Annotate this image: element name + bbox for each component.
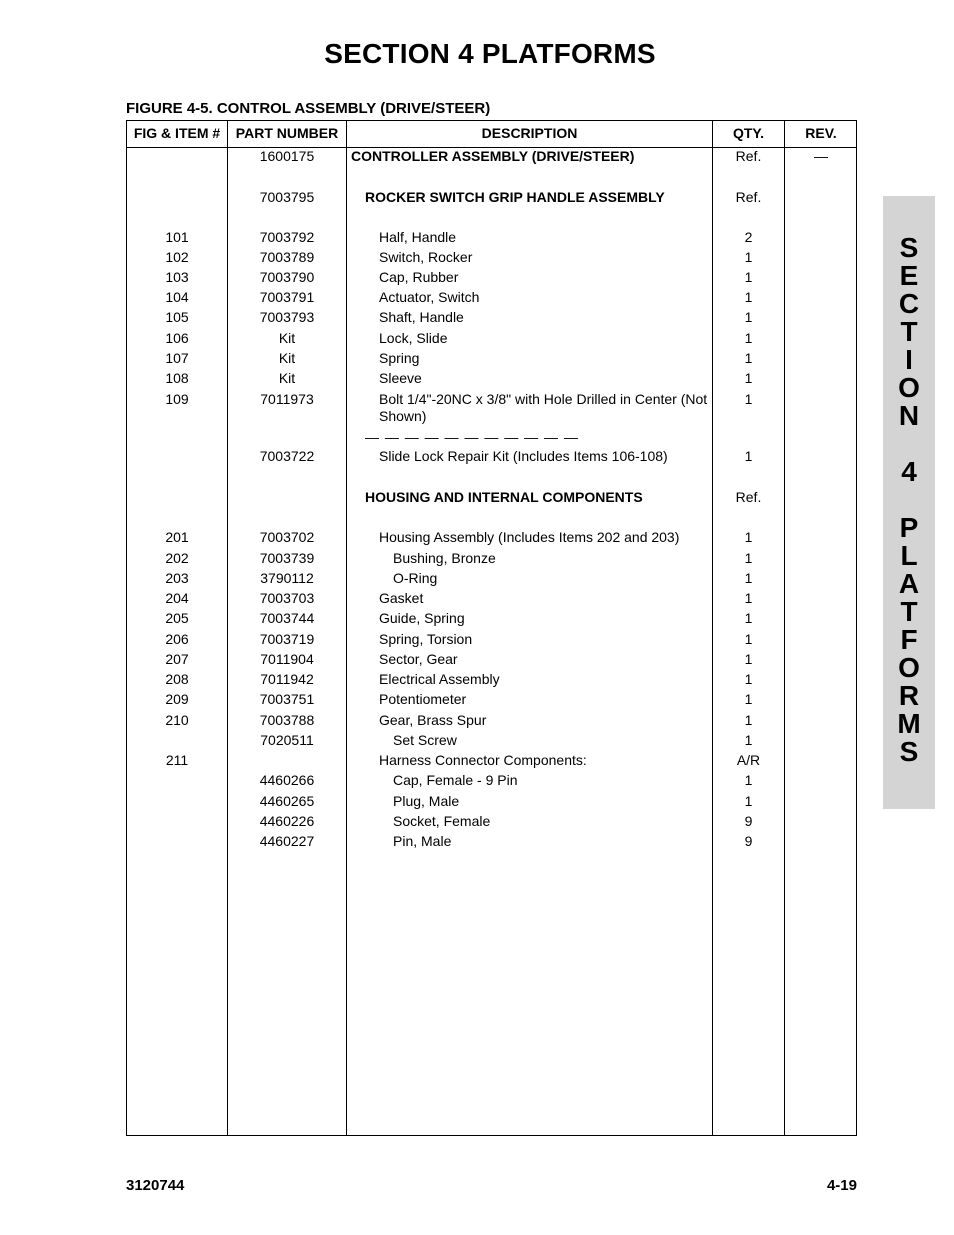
cell-qty: 1 [744,350,753,366]
table-row [127,671,856,691]
cell-description: Gasket [379,590,424,606]
cell-description: Harness Connector Components: [379,752,587,768]
cell-description: Half, Handle [379,229,457,245]
cell-description: Actuator, Switch [379,289,480,305]
header-description: DESCRIPTION [481,125,578,141]
cell-fig-item: 105 [165,309,189,325]
cell-fig-item: 206 [165,631,189,647]
cell-part-number: 7003789 [259,249,315,265]
table-row [127,651,856,671]
cell-rev: — [814,148,828,164]
cell-qty: 1 [744,370,753,386]
cell-part-number: 4460226 [259,813,315,829]
cell-fig-item: 202 [165,550,189,566]
cell-part-number: 7003788 [259,712,315,728]
cell-qty: 1 [744,289,753,305]
side-tab-letter: A [898,568,920,599]
side-tab-letter: R [898,680,920,711]
cell-qty: 1 [744,691,753,707]
cell-qty: 1 [744,550,753,566]
cell-fig-item: 107 [165,350,189,366]
table-row [127,833,856,853]
cell-part-number: 7003790 [259,269,315,285]
cell-fig-item: 203 [165,570,189,586]
table-row [127,752,856,772]
cell-qty: 9 [744,813,753,829]
cell-qty: 1 [744,610,753,626]
parts-table [126,120,857,1136]
table-row [127,229,856,249]
table-row [127,712,856,732]
cell-part-number: 7011973 [260,391,314,407]
cell-description: Switch, Rocker [379,249,473,265]
cell-part-number: Kit [278,350,296,366]
table-row [127,550,856,570]
table-row [127,249,856,269]
document-number: 3120744 [126,1177,185,1194]
cell-part-number: Kit [278,330,296,346]
cell-part-number: 7003744 [259,610,315,626]
cell-description: Housing Assembly (Includes Items 202 and 203) [379,529,680,545]
side-tab-letter: 4 [901,456,917,487]
cell-fig-item: 211 [165,752,189,768]
cell-description: Shaft, Handle [379,309,464,325]
table-row [127,350,856,370]
cell-fig-item: 108 [165,370,189,386]
table-row [127,631,856,651]
cell-part-number: Kit [278,370,296,386]
cell-fig-item: 104 [165,289,189,305]
cell-description: Electrical Assembly [379,671,500,687]
cell-part-number: 1600175 [259,148,315,164]
cell-description: Bushing, Bronze [393,550,496,566]
header-fig-item: FIG & ITEM # [133,125,221,141]
cell-part-number: 4460266 [259,772,315,788]
cell-part-number: 4460265 [259,793,315,809]
table-row [127,813,856,833]
cell-description: CONTROLLER ASSEMBLY (DRIVE/STEER) [351,148,635,164]
side-tab-letter: C [898,288,920,319]
table-row [127,772,856,792]
figure-title: FIGURE 4-5. CONTROL ASSEMBLY (DRIVE/STEER) [126,100,491,117]
cell-part-number: 7003793 [259,309,315,325]
cell-fig-item: 102 [165,249,189,265]
cell-qty: Ref. [735,148,762,164]
cell-description: Bolt 1/4"-20NC x 3/8" with Hole Drilled in Center (Not Shown) [379,391,708,424]
cell-qty: 9 [744,833,753,849]
side-tab-letter: O [898,372,920,403]
side-tab-letter: I [905,344,913,375]
table-row [127,610,856,630]
cell-part-number: 7003722 [259,448,315,464]
cell-qty: Ref. [735,489,762,505]
cell-qty: 1 [744,631,753,647]
cell-description: Gear, Brass Spur [379,712,487,728]
side-tab-letter: M [897,708,921,739]
cell-fig-item: 205 [165,610,189,626]
page-number: 4-19 [826,1177,857,1194]
table-row [127,189,856,209]
cell-fig-item: 106 [165,330,189,346]
table-row [127,289,856,309]
cell-fig-item: 101 [165,229,189,245]
cell-part-number: 7011942 [260,671,314,687]
cell-part-number: 7003702 [259,529,315,545]
cell-part-number: 7020511 [260,732,314,748]
cell-part-number: 7003792 [259,229,315,245]
cell-description: O-Ring [393,570,438,586]
cell-qty: 2 [744,229,753,245]
table-row [127,691,856,711]
cell-description: ROCKER SWITCH GRIP HANDLE ASSEMBLY [365,189,665,205]
table-row [127,793,856,813]
side-tab-letter: F [900,624,918,655]
cell-qty: 1 [744,772,753,788]
cell-qty: 1 [744,732,753,748]
side-tab-letter: S [899,232,919,263]
cell-fig-item: 109 [165,391,189,407]
side-tab-letter: S [899,736,919,767]
cell-part-number: 7003751 [259,691,315,707]
side-tab-letter: E [899,260,919,291]
table-row [127,309,856,329]
cell-qty: 1 [744,330,753,346]
cell-fig-item: 209 [165,691,189,707]
table-row [127,590,856,610]
side-tab-letter: T [900,596,918,627]
section-title: SECTION 4 PLATFORMS [324,38,656,69]
cell-fig-item: 208 [165,671,189,687]
cell-part-number: 7003795 [259,189,315,205]
cell-description: Guide, Spring [379,610,465,626]
cell-part-number: 4460227 [259,833,315,849]
header-qty: QTY. [732,125,765,141]
cell-description: Spring [379,350,420,366]
cell-description: Socket, Female [393,813,491,829]
side-tab-letter: L [900,540,918,571]
table-row [127,370,856,390]
cell-qty: 1 [744,651,753,667]
cell-description: HOUSING AND INTERNAL COMPONENTS [365,489,643,505]
cell-description: Pin, Male [393,833,452,849]
table-row [127,269,856,289]
cell-qty: 1 [744,590,753,606]
cell-fig-item: 103 [165,269,189,285]
cell-description: Sector, Gear [379,651,458,667]
cell-fig-item: 207 [165,651,189,667]
cell-part-number: 7003703 [259,590,315,606]
cell-description: Lock, Slide [379,330,448,346]
cell-description: Slide Lock Repair Kit (Includes Items 106-108) [379,448,668,464]
table-row [127,570,856,590]
cell-description: Set Screw [393,732,457,748]
side-tab-letter: T [900,316,918,347]
cell-qty: Ref. [735,189,762,205]
table-row [127,529,856,549]
cell-description: Cap, Female - 9 Pin [393,772,518,788]
cell-description: Sleeve [379,370,422,386]
cell-fig-item: 210 [165,712,189,728]
cell-qty: 1 [744,269,753,285]
header-rev: REV. [805,125,837,141]
cell-part-number: 7011904 [260,651,314,667]
table-row [127,448,856,468]
cell-part-number: 7003791 [259,289,315,305]
cell-qty: 1 [744,249,753,265]
cell-qty: 1 [744,529,753,545]
side-tab-letter: O [898,652,920,683]
table-row [127,391,856,424]
side-tab-letter: P [899,512,919,543]
table-row [127,330,856,350]
cell-qty: 1 [744,793,753,809]
cell-description: Cap, Rubber [379,269,459,285]
cell-part-number: 7003739 [259,550,315,566]
cell-qty: A/R [736,752,761,768]
header-part-number: PART NUMBER [235,125,339,141]
cell-fig-item: 201 [165,529,189,545]
section-side-tab [883,196,935,809]
cell-qty: 1 [744,570,753,586]
table-row [127,148,856,168]
cell-fig-item: 204 [165,590,189,606]
cell-qty: 1 [744,671,753,687]
cell-description: Plug, Male [393,793,460,809]
cell-part-number: 7003719 [259,631,315,647]
cell-qty: 1 [744,448,753,464]
cell-qty: 1 [744,712,753,728]
cell-qty: 1 [744,309,753,325]
cell-description: Potentiometer [379,691,467,707]
separator-line: — — — — — — — — — — — [365,429,579,445]
cell-part-number: 3790112 [260,570,314,586]
cell-qty: 1 [744,391,753,407]
cell-description: Spring, Torsion [379,631,473,647]
table-row [127,732,856,752]
side-tab-letter: N [898,400,920,431]
table-row [127,489,856,509]
